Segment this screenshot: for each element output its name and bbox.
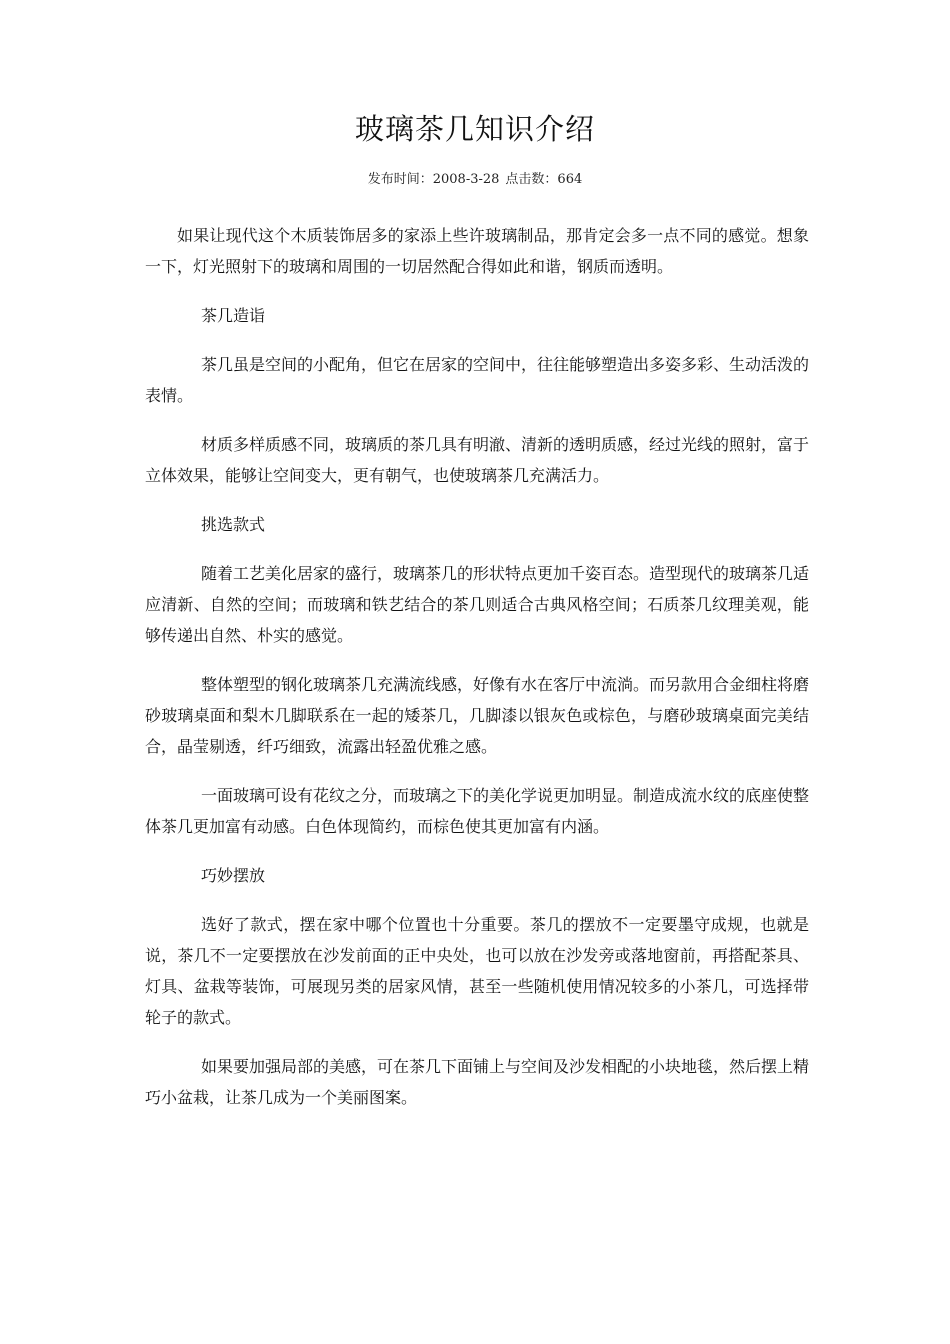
intro-paragraph: 如果让现代这个木质装饰居多的家添上些许玻璃制品，那肯定会多一点不同的感觉。想象一下，灯光照射下的玻璃和周围的一切居然配合得如此和谐，钢质而透明。 (145, 226, 809, 276)
section-heading: 茶几造诣 (201, 306, 266, 325)
click-count: 点击数：664 (505, 172, 583, 187)
body-paragraph: 随着工艺美化居家的盛行，玻璃茶几的形状特点更加千姿百态。造型现代的玻璃茶几适应清新、自然的空间；而玻璃和铁艺结合的茶几则适合古典风格空间；石质茶几纹理美观，能够传递出自然、朴实的感觉。 (145, 564, 810, 645)
section-heading: 巧妙摆放 (201, 866, 266, 885)
body-paragraph: 材质多样质感不同，玻璃质的茶几具有明澈、清新的透明质感，经过光线的照射，富于立体效果，能够让空间变大，更有朝气，也使玻璃茶几充满活力。 (145, 435, 810, 485)
publish-meta (0, 170, 950, 190)
body-paragraph: 选好了款式，摆在家中哪个位置也十分重要。茶几的摆放不一定要墨守成规，也就是说，茶几不一定要摆放在沙发前面的正中央处，也可以放在沙发旁或落地窗前，再搭配茶具、灯具、盆栽等装饰，可展现另类的居家风情，甚至一些随机使用情况较多的小茶几，可选择带轮子的款式。 (145, 915, 809, 1027)
page-title: 玻璃茶几知识介绍 (354, 112, 595, 146)
publish-date: 发布时间：2008-3-28 (367, 172, 500, 187)
body-paragraph: 茶几虽是空间的小配角，但它在居家的空间中，往往能够塑造出多姿多彩、生动活泼的表情。 (145, 355, 810, 405)
article-body (145, 220, 809, 1131)
section-heading: 挑选款式 (201, 515, 266, 534)
body-paragraph: 整体塑型的钢化玻璃茶几充满流线感，好像有水在客厅中流淌。而另款用合金细柱将磨砂玻璃桌面和梨木几脚联系在一起的矮茶几，几脚漆以银灰色或棕色，与磨砂玻璃桌面完美结合，晶莹剔透，纤巧细致，流露出轻盈优雅之感。 (145, 675, 810, 756)
body-paragraph: 如果要加强局部的美感，可在茶几下面铺上与空间及沙发相配的小块地毯，然后摆上精巧小盆栽，让茶几成为一个美丽图案。 (145, 1057, 810, 1107)
body-paragraph: 一面玻璃可设有花纹之分，而玻璃之下的美化学说更加明显。制造成流水纹的底座使整体茶几更加富有动感。白色体现简约，而棕色使其更加富有内涵。 (145, 786, 810, 836)
